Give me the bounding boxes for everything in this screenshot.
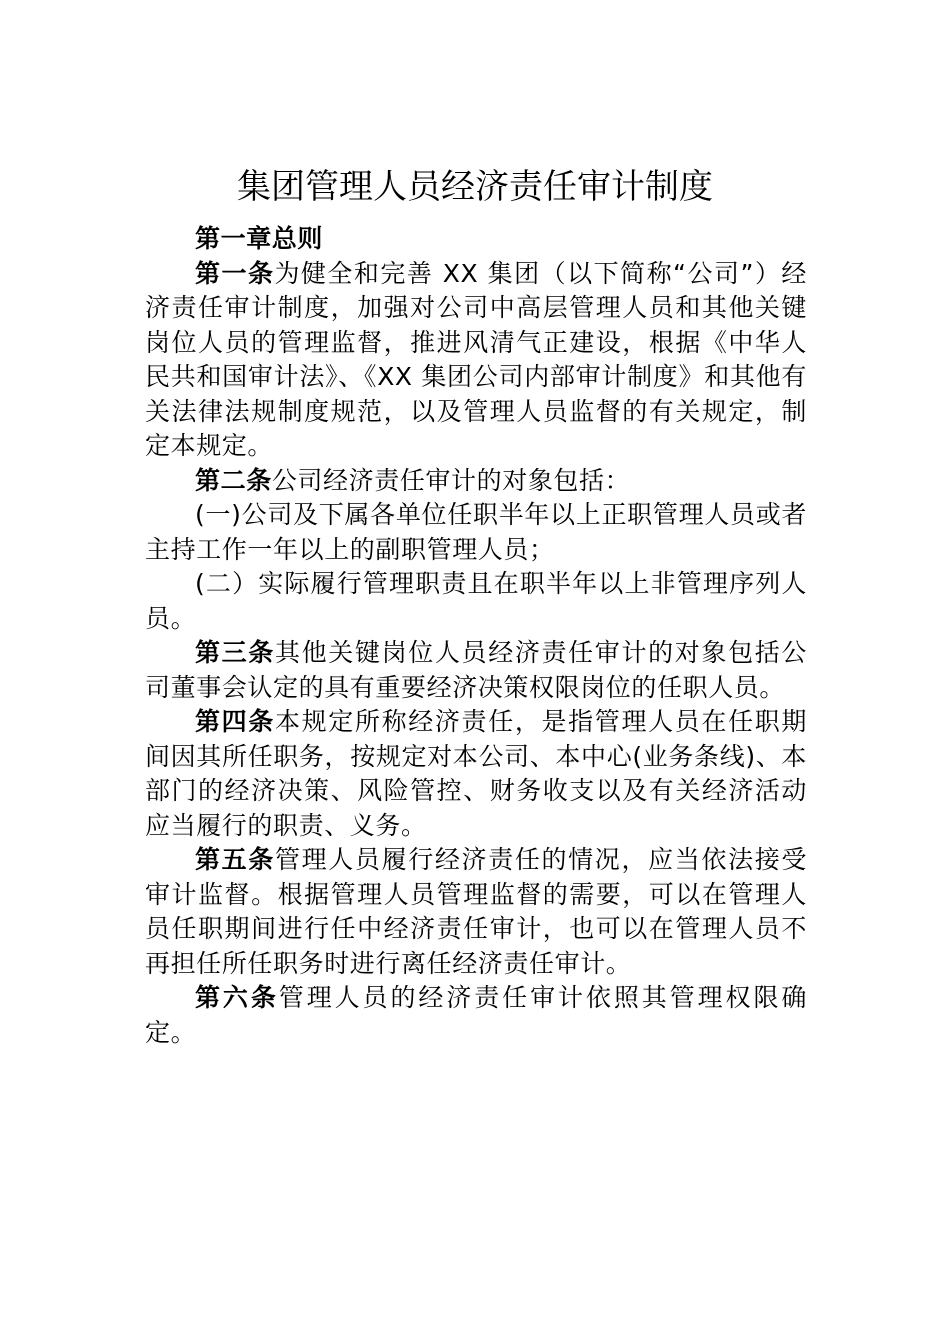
article-text: 其他关键岗位人员经济责任审计的对象包括公司董事会认定的具有重要经济决策权限岗位的任职人员。 bbox=[145, 638, 807, 702]
article-text: 公司经济责任审计的对象包括： bbox=[271, 465, 631, 495]
article-label: 第二条 bbox=[195, 465, 272, 495]
article-label: 第五条 bbox=[195, 845, 275, 874]
document-body bbox=[145, 222, 807, 1050]
article-5 bbox=[145, 843, 807, 981]
article-label: 第四条 bbox=[195, 707, 275, 736]
article-2 bbox=[145, 464, 807, 499]
article-2-item-1 bbox=[145, 498, 807, 567]
article-6 bbox=[145, 981, 807, 1050]
article-text: 为健全和完善 XX 集团（以下简称“公司”）经济责任审计制度，加强对公司中高层管理人员和其他关键岗位人员的管理监督，推进风清气正建设，根据《中华人民共和国审计法》、《XX 集团公司内部审计制度》和其他有关法律法规制度规范，以及管理人员监督的有关规定，制定本规定。 bbox=[145, 258, 807, 460]
article-label: 第六条 bbox=[195, 983, 279, 1012]
article-1 bbox=[145, 257, 807, 464]
article-item-text: (二）实际履行管理职责且在职半年以上非管理序列人员。 bbox=[145, 569, 807, 633]
article-3 bbox=[145, 636, 807, 705]
article-text: 管理人员的经济责任审计依照其管理权限确定。 bbox=[145, 983, 807, 1047]
chapter-heading: 第一章总则 bbox=[195, 224, 324, 253]
article-4 bbox=[145, 705, 807, 843]
article-item-text: (一)公司及下属各单位任职半年以上正职管理人员或者主持工作一年以上的副职管理人员； bbox=[145, 500, 807, 564]
article-text: 本规定所称经济责任，是指管理人员在任职期间因其所任职务，按规定对本公司、本中心(业务条线)、本部门的经济决策、风险管控、财务收支以及有关经济活动应当履行的职责、义务。 bbox=[145, 707, 807, 840]
article-label: 第一条 bbox=[195, 258, 275, 288]
document-title: 集团管理人员经济责任审计制度 bbox=[237, 167, 713, 207]
article-text: 管理人员履行经济责任的情况，应当依法接受审计监督。根据管理人员管理监督的需要，可以在管理人员任职期间进行任中经济责任审计，也可以在管理人员不再担任所任职务时进行离任经济责任审计。 bbox=[145, 845, 807, 978]
article-label: 第三条 bbox=[195, 638, 275, 667]
article-2-item-2 bbox=[145, 567, 807, 636]
